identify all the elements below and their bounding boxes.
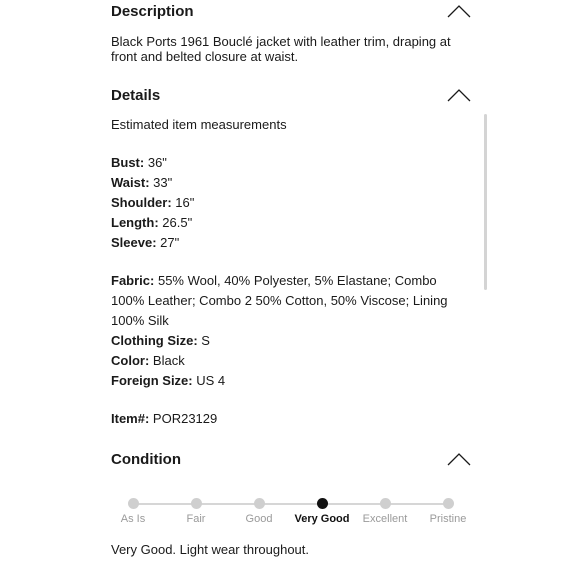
condition-dot-as-is xyxy=(128,498,139,509)
attribute-label: Color: xyxy=(111,353,150,368)
attribute-value: Black xyxy=(152,353,185,368)
measurement-label: Length: xyxy=(111,215,159,230)
fabric-label: Fabric: xyxy=(111,273,155,288)
condition-scale-track xyxy=(133,503,447,505)
attribute-label: Foreign Size: xyxy=(111,373,193,388)
attribute-row xyxy=(111,351,185,371)
measurement-row xyxy=(111,233,179,253)
measurement-row xyxy=(111,193,194,213)
fabric-value-line-3: 100% Silk xyxy=(111,313,169,328)
measurement-value: 36" xyxy=(147,155,167,170)
measurement-label: Bust: xyxy=(111,155,145,170)
condition-dot-fair xyxy=(191,498,202,509)
chevron-up-icon[interactable] xyxy=(447,452,471,466)
attribute-row xyxy=(111,331,210,351)
details-intro: Estimated item measurements xyxy=(111,117,287,132)
attribute-label: Clothing Size: xyxy=(111,333,198,348)
measurement-row xyxy=(111,173,172,193)
condition-label-very-good: Very Good xyxy=(294,513,350,525)
item-number-label: Item#: xyxy=(111,411,150,426)
measurement-value: 16" xyxy=(175,195,195,210)
details-header[interactable] xyxy=(111,86,473,110)
condition-dot-very-good xyxy=(317,498,328,509)
attribute-value: S xyxy=(201,333,210,348)
attribute-row xyxy=(111,371,225,391)
measurement-value: 26.5" xyxy=(162,215,193,230)
condition-label-fair: Fair xyxy=(186,513,206,525)
measurement-label: Waist: xyxy=(111,175,150,190)
scrollbar-thumb[interactable] xyxy=(484,114,487,290)
measurement-row xyxy=(111,213,192,233)
measurement-label: Shoulder: xyxy=(111,195,172,210)
condition-label-excellent: Excellent xyxy=(362,513,408,525)
description-text-line-2: front and belted closure at waist. xyxy=(111,49,299,64)
attribute-value: US 4 xyxy=(196,373,226,388)
item-number-row xyxy=(111,409,217,429)
fabric-value-line-2: 100% Leather; Combo 2 50% Cotton, 50% Viscose; Lining xyxy=(111,293,448,308)
condition-label-good: Good xyxy=(245,513,273,525)
condition-dot-good xyxy=(254,498,265,509)
condition-title: Condition xyxy=(111,451,181,468)
condition-dot-pristine xyxy=(443,498,454,509)
description-title: Description xyxy=(111,3,194,20)
fabric-value-line-1: 55% Wool, 40% Polyester, 5% Elastane; Combo xyxy=(157,273,437,288)
measurement-value: 27" xyxy=(160,235,180,250)
item-number-value: POR23129 xyxy=(152,411,218,426)
condition-dot-excellent xyxy=(380,498,391,509)
condition-summary: Very Good. Light wear throughout. xyxy=(111,542,310,557)
measurement-row xyxy=(111,153,167,173)
condition-label-as-is: As Is xyxy=(120,513,146,525)
fabric-row xyxy=(111,271,437,291)
measurement-label: Sleeve: xyxy=(111,235,157,250)
chevron-up-icon[interactable] xyxy=(447,88,471,102)
measurement-value: 33" xyxy=(153,175,173,190)
details-title: Details xyxy=(111,87,161,104)
chevron-up-icon[interactable] xyxy=(447,4,471,18)
condition-header[interactable] xyxy=(111,450,473,474)
description-header[interactable] xyxy=(111,2,473,26)
description-text-line-1: Black Ports 1961 Bouclé jacket with leather trim, draping at xyxy=(111,34,451,49)
condition-label-pristine: Pristine xyxy=(429,513,467,525)
